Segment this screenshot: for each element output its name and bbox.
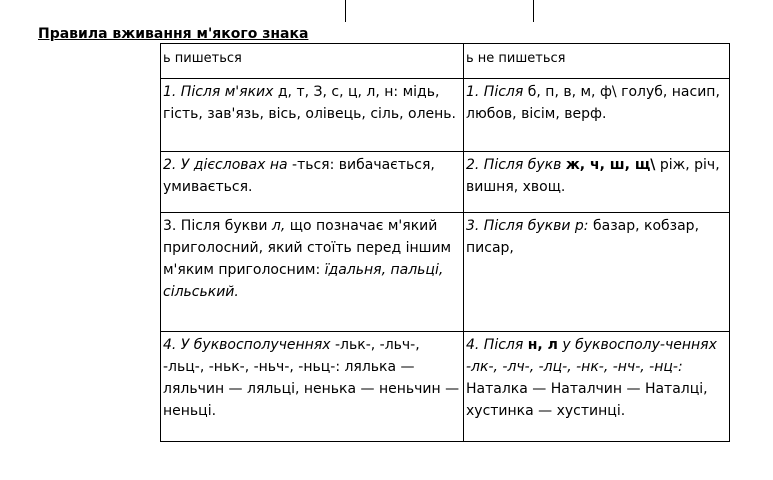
rule-letters: б, п, в, м, ф\ xyxy=(527,84,617,100)
top-rule-right xyxy=(533,0,534,22)
rule-letters: -ться: xyxy=(292,157,335,173)
rule-combos: -лк-, -лч-, -лц-, -нк-, -нч-, -нц-: xyxy=(466,359,683,375)
rule-examples: мідь, гість, зав'язь, вісь, олівець, сіль, олень. xyxy=(163,84,456,122)
rule-examples: ріж, річ, вишня, хвощ. xyxy=(466,157,720,195)
rule-cell xyxy=(464,152,730,213)
rule-text-end: у буквосполу-ченнях xyxy=(562,337,717,353)
rule-letters: д, т, З, с, ц, л, н: xyxy=(277,84,399,100)
table-row xyxy=(161,213,730,332)
rule-cell xyxy=(161,79,464,152)
rule-text: 2. У дієсловах на xyxy=(163,157,288,173)
rule-examples: базар, кобзар, писар, xyxy=(466,218,700,256)
rule-combos: -льк-, -льч-, -льц-, -ньк-, -ньч-, -ньц-: xyxy=(163,337,420,375)
table-header-row xyxy=(161,44,730,79)
rule-cell xyxy=(464,79,730,152)
table-row xyxy=(161,332,730,442)
top-rule-left xyxy=(345,0,346,22)
rule-examples: їдальня, пальці, сільський. xyxy=(163,262,444,300)
rule-letters: л, xyxy=(271,218,286,234)
rule-cell xyxy=(161,213,464,332)
rule-examples: голуб, насип, любов, вісім, верф. xyxy=(466,84,720,122)
header-written: ь пишеться xyxy=(161,44,464,79)
rule-letters: ж, ч, ш, щ\ xyxy=(565,157,656,173)
rules-table xyxy=(160,43,730,442)
rule-letters: н, л xyxy=(527,337,558,353)
rule-cell xyxy=(464,213,730,332)
rule-text: 1. Після м'яких xyxy=(163,84,274,100)
rule-text: 2. Після букв xyxy=(466,157,562,173)
rule-text: 3. Після букви xyxy=(163,218,268,234)
rule-examples: лялька — ляльчин — ляльці, ненька — неньчин — неньці. xyxy=(163,359,460,419)
rule-text: 1. Після xyxy=(466,84,524,100)
rule-text: 4. У буквосполученнях xyxy=(163,337,331,353)
rule-cell xyxy=(464,332,730,442)
rule-examples: Наталка — Наталчин — Наталці, хустинка — хустинці. xyxy=(466,381,708,419)
table-row xyxy=(161,152,730,213)
table-row xyxy=(161,79,730,152)
rule-cell xyxy=(161,332,464,442)
rule-text-end: що позначає м'який приголосний, який стоїть перед іншим м'яким приголосним: xyxy=(163,218,452,278)
rule-text: 3. Після букви р: xyxy=(466,218,589,234)
rule-examples: вибачається, умивається. xyxy=(163,157,435,195)
rule-text: 4. Після xyxy=(466,337,524,353)
header-not-written: ь не пишеться xyxy=(464,44,730,79)
page-title: Правила вживання м'якого знака xyxy=(38,26,309,42)
rule-cell xyxy=(161,152,464,213)
